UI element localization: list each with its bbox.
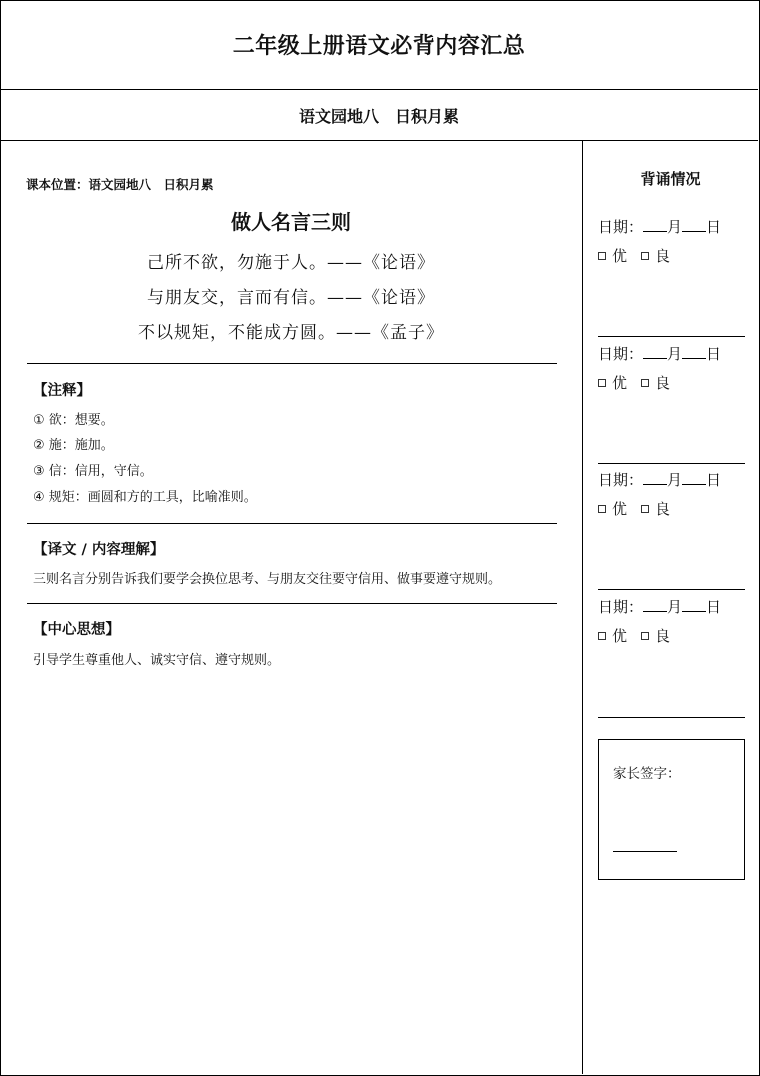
note-item: ④ 规矩：画圆和方的工具，比喻准则。 <box>33 490 257 505</box>
record-divider <box>598 717 745 718</box>
good-option[interactable]: 良 <box>641 372 670 393</box>
theme-text: 引导学生尊重他人、诚实守信、遵守规则。 <box>33 653 281 668</box>
grade-options <box>598 245 684 266</box>
poem-line-1: 己所不欲，勿施于人。——《论语》 <box>147 253 435 273</box>
checkbox-icon[interactable] <box>641 252 649 260</box>
month-blank[interactable] <box>643 597 667 612</box>
record-divider <box>598 336 745 337</box>
record-divider <box>598 463 745 464</box>
poem-line-3: 不以规矩，不能成方圆。——《孟子》 <box>138 323 444 343</box>
checkbox-icon[interactable] <box>598 505 606 513</box>
day-blank[interactable] <box>682 597 706 612</box>
note-item: ② 施：施加。 <box>33 438 114 453</box>
textbook-location: 课本位置：语文园地八 日积月累 <box>26 177 214 192</box>
record-divider <box>598 589 745 590</box>
section-divider <box>27 603 557 604</box>
month-blank[interactable] <box>643 344 667 359</box>
note-item: ③ 信：信用，守信。 <box>33 464 153 479</box>
section-divider <box>27 523 557 524</box>
grade-options <box>598 372 684 393</box>
date-line: 日期： 月 日 <box>598 218 722 236</box>
date-line: 日期： 月 日 <box>598 598 722 616</box>
signature-field[interactable] <box>613 851 677 852</box>
section-subtitle: 语文园地八 日积月累 <box>0 90 758 141</box>
good-option[interactable]: 良 <box>641 625 670 646</box>
good-option[interactable]: 良 <box>641 498 670 519</box>
month-blank[interactable] <box>643 470 667 485</box>
grade-options <box>598 498 684 519</box>
column-divider <box>582 141 583 1074</box>
section-divider <box>27 363 557 364</box>
page-title: 二年级上册语文必背内容汇总 <box>0 0 758 90</box>
day-blank[interactable] <box>682 217 706 232</box>
date-line: 日期： 月 日 <box>598 471 722 489</box>
poem-title: 做人名言三则 <box>231 210 351 234</box>
checkbox-icon[interactable] <box>598 252 606 260</box>
parent-signature-box <box>598 739 745 880</box>
checkbox-icon[interactable] <box>641 379 649 387</box>
translation-text: 三则名言分别告诉我们要学会换位思考、与朋友交往要守信用、做事要遵守规则。 <box>33 572 502 587</box>
parent-signature-label: 家长签字： <box>613 766 681 782</box>
checkbox-icon[interactable] <box>641 632 649 640</box>
month-blank[interactable] <box>643 217 667 232</box>
notes-heading: 【注释】 <box>33 383 91 399</box>
excellent-option[interactable]: 优 <box>598 625 627 646</box>
excellent-option[interactable]: 优 <box>598 498 627 519</box>
grade-options <box>598 625 684 646</box>
theme-heading: 【中心思想】 <box>33 622 120 638</box>
recitation-heading: 背诵情况 <box>640 170 701 188</box>
day-blank[interactable] <box>682 470 706 485</box>
checkbox-icon[interactable] <box>641 505 649 513</box>
date-line: 日期： 月 日 <box>598 345 722 363</box>
good-option[interactable]: 良 <box>641 245 670 266</box>
excellent-option[interactable]: 优 <box>598 245 627 266</box>
poem-line-2: 与朋友交，言而有信。——《论语》 <box>147 288 435 308</box>
translation-heading: 【译文 / 内容理解】 <box>33 542 165 558</box>
day-blank[interactable] <box>682 344 706 359</box>
excellent-option[interactable]: 优 <box>598 372 627 393</box>
checkbox-icon[interactable] <box>598 379 606 387</box>
checkbox-icon[interactable] <box>598 632 606 640</box>
note-item: ① 欲：想要。 <box>33 413 114 428</box>
